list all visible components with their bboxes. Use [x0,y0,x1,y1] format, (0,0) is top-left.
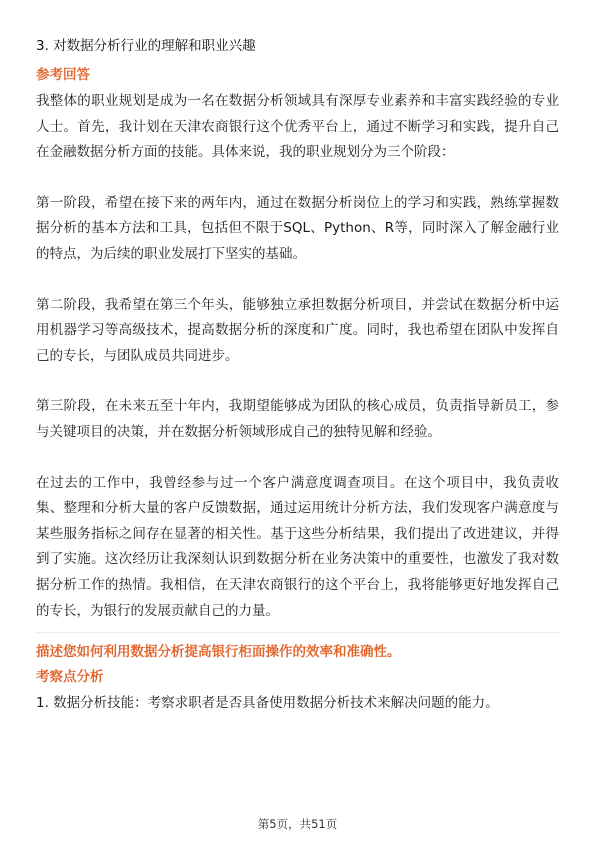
answer-label: 参考回答 [36,67,90,83]
next-question: 描述您如何利用数据分析提高银行柜面操作的效率和准确性。 [36,644,401,661]
answer-paragraph-4: 第三阶段，在未来五至十年内，我期望能够成为团队的核心成员，负责指导新员工，参与关键项目的决策，并在数据分析领域形成自己的独特见解和经验。 [36,398,559,440]
answer-paragraph-3: 第二阶段，我希望在第三个年头，能够独立承担数据分析项目，并尝试在数据分析中运用机器学习等高级技术，提高数据分析的深度和广度。同时，我也希望在团队中发挥自己的专长，与团队成员共同进步。 [36,296,559,364]
section-divider [36,632,559,633]
answer-paragraph-2: 第一阶段，希望在接下来的两年内，通过在数据分析岗位上的学习和实践，熟练掌握数据分析的基本方法和工具，包括但不限于SQL、Python、R等，同时深入了解金融行业的特点，为后续的职业发展打下坚实的基础。 [36,194,559,262]
page-number: 第5页，共51页 [257,817,338,831]
paragraph-gap [36,369,559,394]
analysis-point-1: 1. 数据分析技能：考察求职者是否具备使用数据分析技术来解决问题的能力。 [36,695,499,712]
answer-paragraph-5: 在过去的工作中，我曾经参与过一个客户满意度调查项目。在这个项目中，我负责收集、整理和分析大量的客户反馈数据，通过运用统计分析方法，我们发现客户满意度与某些服务指标之间存在显著的相关性。基于这些分析结果，我们提出了改进建议，并得到了实施。这次经历让我深刻认识到数据分析在业务决策中的重要性，也激发了我对数据分析工作的热情。我相信，在天津农商银行的这个平台上，我将能够更好地发挥自己的专长，为银行的发展贡献自己的力量。 [36,474,559,619]
analysis-label: 考察点分析 [36,669,104,686]
answer-paragraph-1: 我整体的职业规划是成为一名在数据分析领域具有深厚专业素养和丰富实践经验的专业人士。首先，我计划在天津农商银行这个优秀平台上，通过不断学习和实践，提升自己在金融数据分析方面的技能。具体来说，我的职业规划分为三个阶段： [36,93,559,161]
paragraph-gap [36,268,559,293]
paragraph-gap [36,166,559,191]
paragraph-gap [36,446,559,471]
section-title: 3. 对数据分析行业的理解和职业兴趣 [36,38,256,54]
document-page [36,36,559,717]
